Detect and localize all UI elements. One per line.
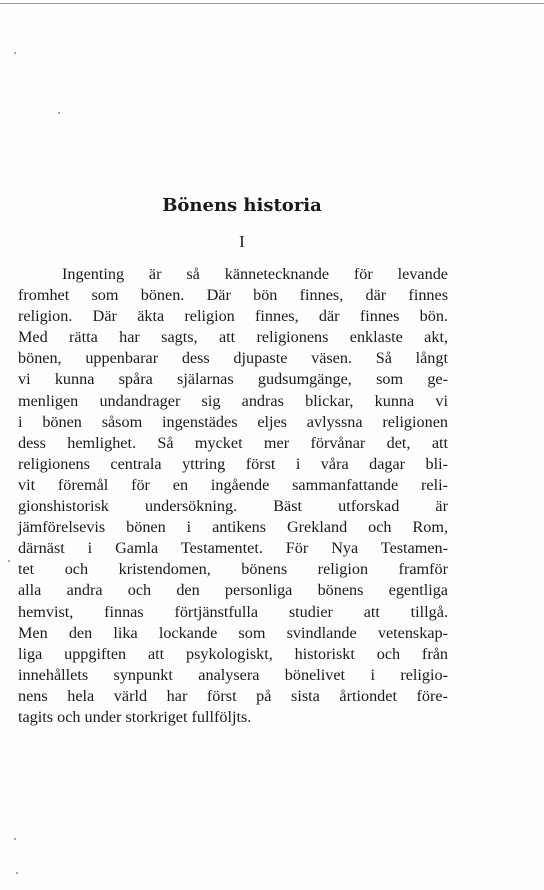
scan-speck (14, 838, 16, 840)
text-line: gionshistorisk undersökning. Bäst utforskad är (18, 497, 448, 516)
text-line: Med rätta har sagts, att religionens enklaste akt, (18, 328, 448, 347)
scan-speck (14, 52, 16, 54)
chapter-number: I (239, 232, 245, 251)
page-title: Bönens historia (162, 195, 322, 216)
text-line: religionens centrala yttring först i våra dagar bli- (18, 454, 448, 473)
text-line: religion. Där äkta religion finnes, där finnes bön. (18, 307, 448, 326)
text-line: tet och kristendomen, bönens religion framför (18, 560, 448, 579)
scan-speck (16, 872, 18, 874)
text-line: alla andra och den personliga bönens egentliga (18, 581, 448, 600)
text-line: vit föremål för en ingående sammanfattande reli- (18, 475, 448, 494)
text-line: vi kunna spåra själarnas gudsumgänge, som ge- (18, 370, 448, 389)
page-top-edge (0, 3, 544, 4)
text-line: liga uppgiften att psykologiskt, historiskt och från (18, 644, 448, 663)
scan-speck (8, 560, 10, 562)
text-line: i bönen såsom ingenstädes eljes avlyssna religionen (18, 412, 448, 431)
text-line: nens hela värld har först på sista årtiondet före- (18, 686, 448, 705)
text-line: tagits och under storkriget fullföljts. (18, 707, 252, 726)
scan-speck (58, 112, 60, 114)
body-paragraph (18, 264, 448, 728)
text-line: Men den lika lockande som svindlande vetenskap- (18, 623, 448, 642)
text-line: menligen undandrager sig andras blickar, kunna vi (18, 391, 448, 410)
text-line: bönen, uppenbarar dess djupaste väsen. Så långt (18, 349, 448, 368)
text-line: innehållets synpunkt analysera bönelivet i religio- (18, 665, 448, 684)
text-line: Ingenting är så kännetecknande för levande (62, 265, 448, 283)
text-line: därnäst i Gamla Testamentet. För Nya Testamen- (18, 539, 448, 558)
text-line: dess hemlighet. Så mycket mer förvånar det, att (18, 433, 448, 452)
text-line: hemvist, finnas förtjänstfulla studier att tillgå. (18, 602, 448, 621)
text-line: fromhet som bönen. Där bön finnes, där finnes (18, 286, 448, 305)
text-line: jämförelsevis bönen i antikens Grekland och Rom, (18, 518, 448, 537)
